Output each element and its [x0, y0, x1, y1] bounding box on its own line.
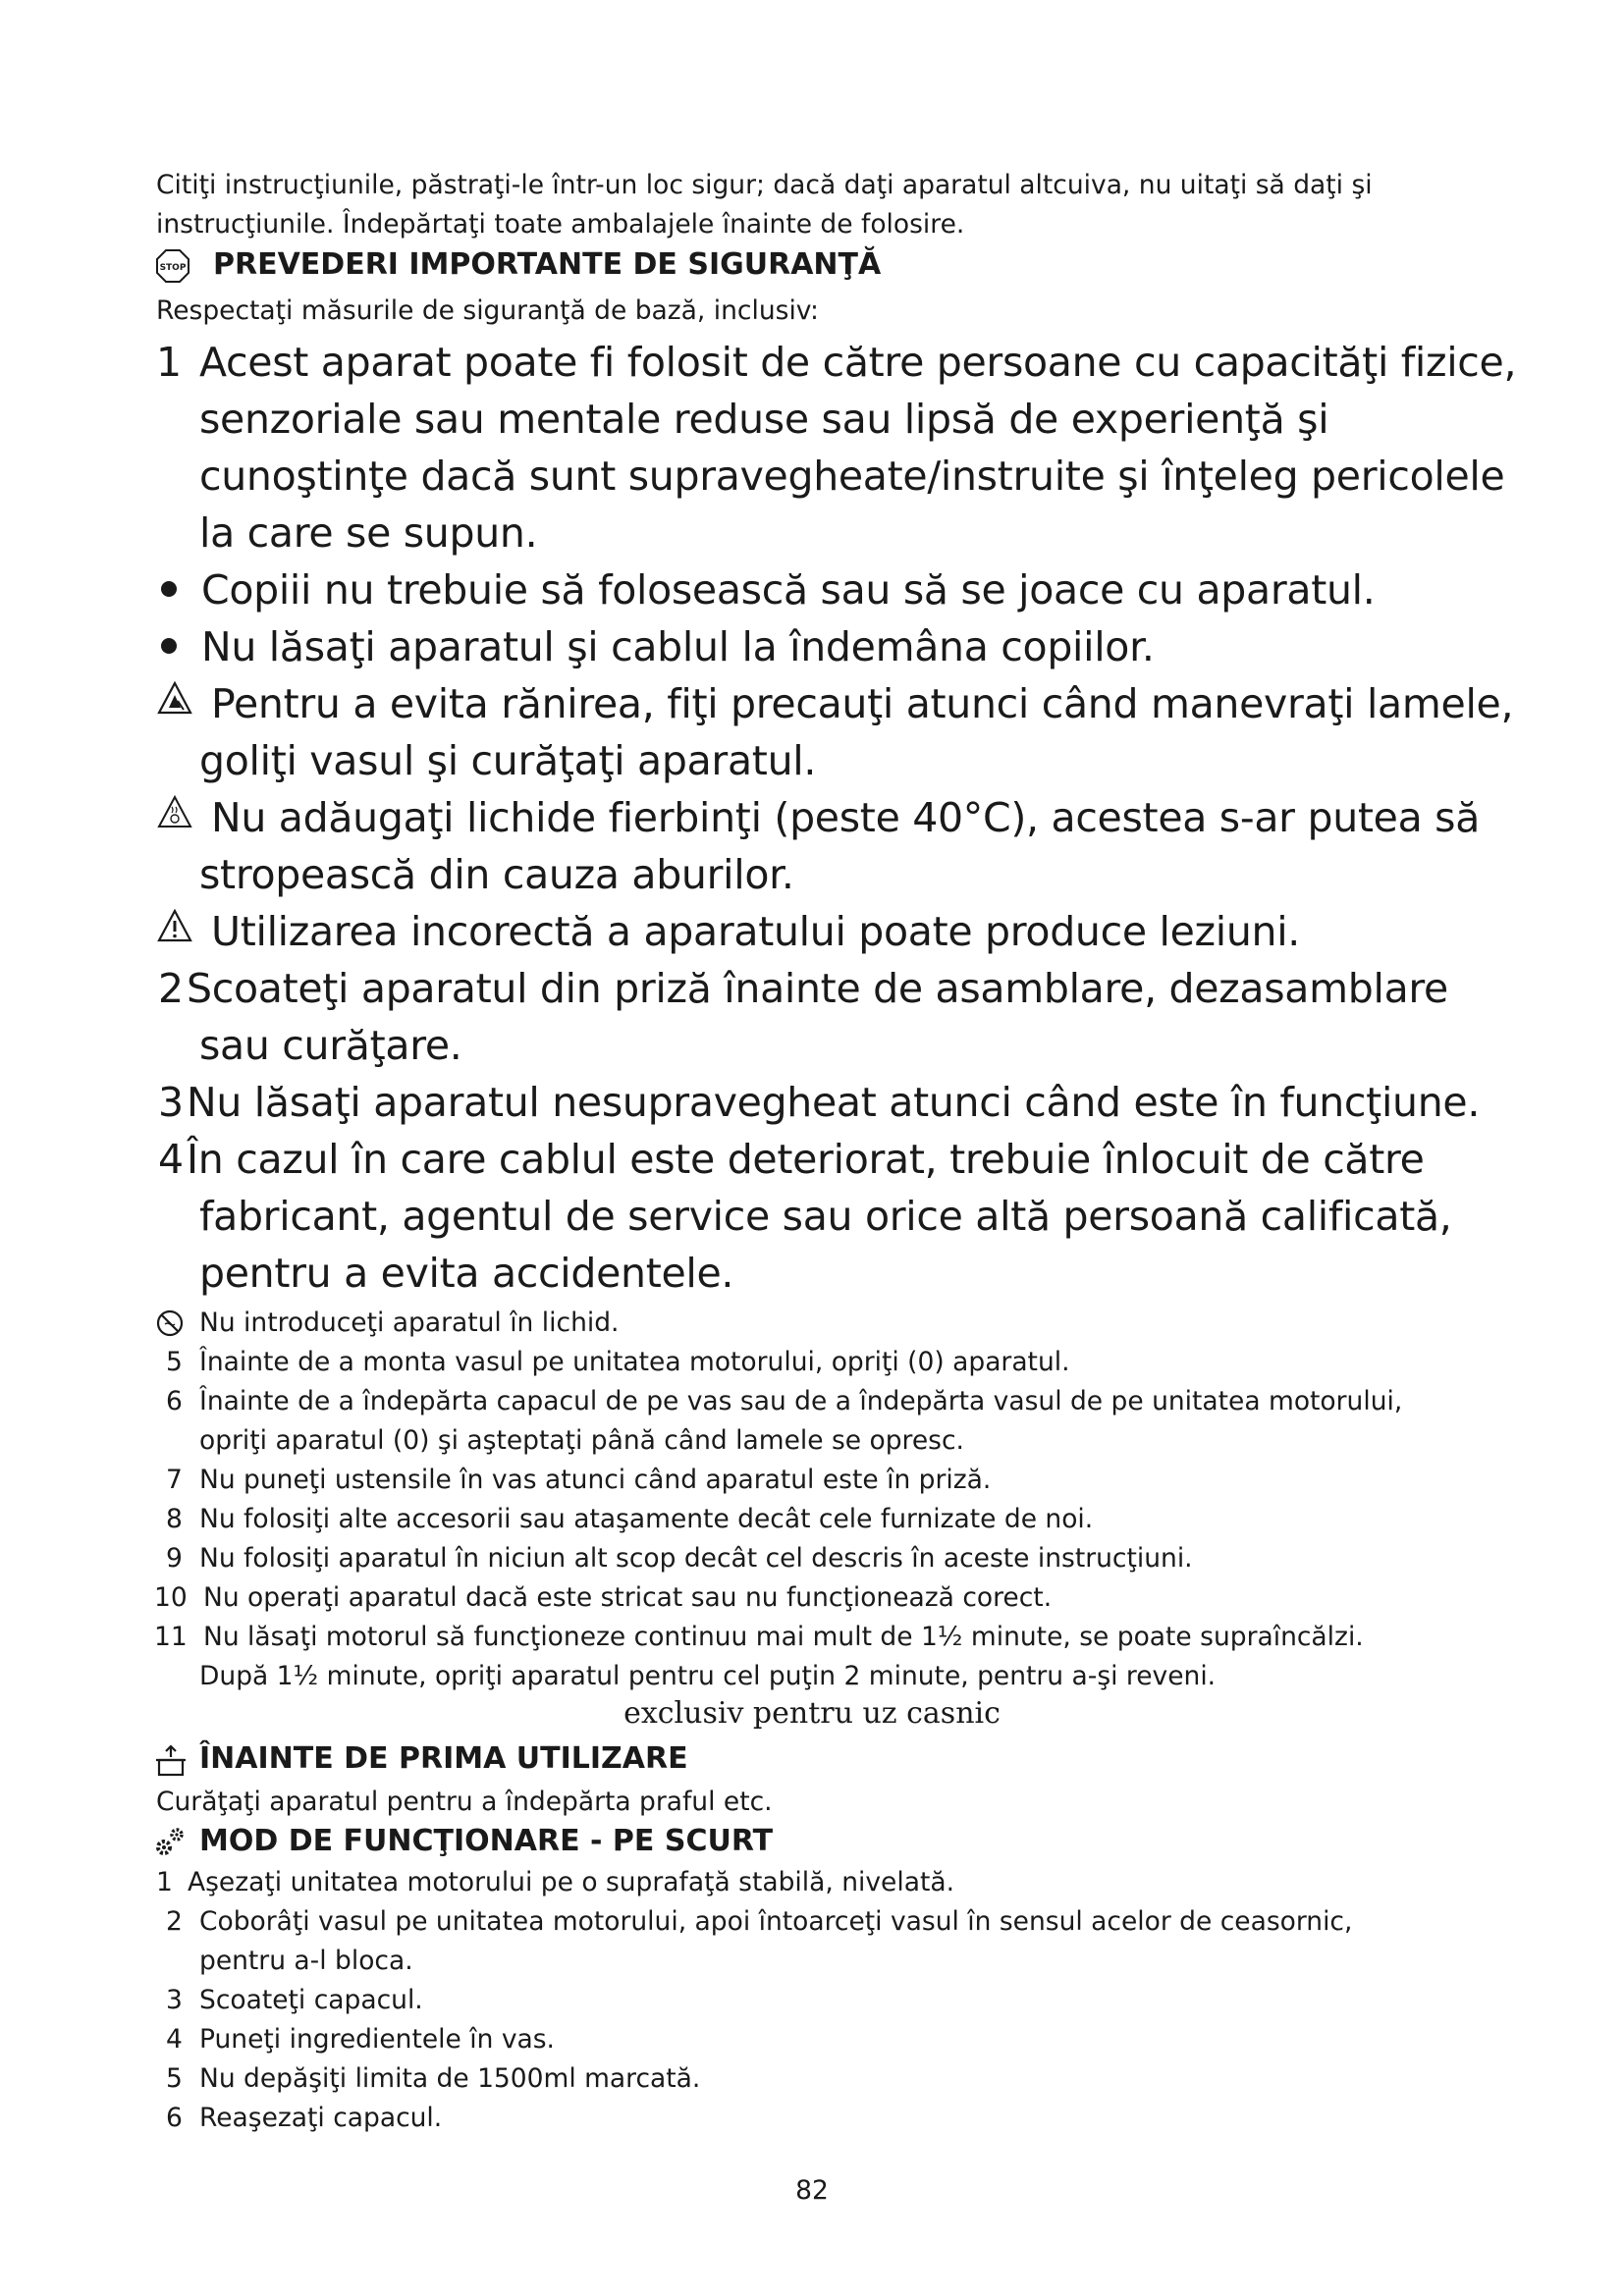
item-6-line-1: Înainte de a îndepărta capacul de pe vas sau de a îndepărta vasul de pe unitatea motorului,	[199, 1386, 1403, 1416]
blade-warning-icon	[157, 681, 192, 715]
hot-liquid-warning-line-1: Nu adăugaţi lichide fierbinţi (peste 40°C), acestea s-ar putea să	[211, 794, 1481, 841]
item-4-number: 4	[158, 1136, 184, 1183]
step-6-text: Reaşezaţi capacul.	[199, 2103, 443, 2133]
warning-icon	[157, 909, 192, 942]
item-7-number: 7	[166, 1465, 183, 1495]
stop-sign-icon	[156, 249, 189, 283]
step-1-text: Aşezaţi unitatea motorului pe o suprafaţă stabilă, nivelată.	[188, 1867, 954, 1897]
item-1-line-2: senzoriale sau mentale reduse sau lipsă de experienţă şi	[199, 396, 1329, 443]
step-4-number: 4	[166, 2024, 183, 2055]
item-2-line-1: Scoateţi aparatul din priză înainte de asamblare, dezasamblare	[187, 965, 1448, 1012]
item-3-number: 3	[158, 1079, 184, 1126]
blade-warning-line-1: Pentru a evita rănirea, fiţi precauţi atunci când manevraţi lamele,	[211, 680, 1514, 727]
before-first-use-heading: ÎNAINTE DE PRIMA UTILIZARE	[199, 1741, 688, 1776]
step-2-number: 2	[166, 1906, 183, 1937]
item-5-number: 5	[166, 1347, 183, 1377]
item-5-text: Înainte de a monta vasul pe unitatea motorului, opriţi (0) aparatul.	[199, 1347, 1070, 1377]
step-5-text: Nu depăşiţi limita de 1500ml marcată.	[199, 2063, 701, 2094]
item-6-number: 6	[166, 1386, 183, 1416]
step-3-text: Scoateţi capacul.	[199, 1985, 423, 2015]
step-2-line-2: pentru a-l bloca.	[199, 1946, 413, 1976]
unbox-icon	[154, 1743, 188, 1777]
svg-text:STOP: STOP	[159, 263, 187, 273]
hot-liquid-warning-icon	[157, 795, 192, 828]
intro-line-2: instrucţiunile. Îndepărtaţi toate ambalajele înainte de folosire.	[156, 209, 965, 240]
no-immerse-icon	[156, 1309, 184, 1337]
item-3-text: Nu lăsaţi aparatul nesupravegheat atunci când este în funcţiune.	[187, 1079, 1481, 1126]
before-first-use-text: Curăţaţi aparatul pentru a îndepărta praful etc.	[156, 1787, 773, 1817]
item-4-line-2: fabricant, agentul de service sau orice altă persoană calificată,	[199, 1193, 1452, 1240]
item-4-line-3: pentru a evita accidentele.	[199, 1250, 734, 1297]
step-5-number: 5	[166, 2063, 183, 2094]
operation-heading: MOD DE FUNCŢIONARE - PE SCURT	[199, 1824, 774, 1858]
item-11-line-2: După 1½ minute, opriţi aparatul pentru cel puţin 2 minute, pentru a-şi reveni.	[199, 1661, 1217, 1691]
intro-line-1: Citiţi instrucţiunile, păstraţi-le într-un loc sigur; dacă daţi aparatul altcuiva, nu uitaţi să daţi şi	[156, 170, 1373, 200]
step-2-line-1: Coborâţi vasul pe unitatea motorului, apoi întoarceţi vasul în sensul acelor de ceasornic,	[199, 1906, 1353, 1937]
bullet-1-text: Copiii nu trebuie să folosească sau să se joace cu aparatul.	[201, 566, 1376, 614]
item-8-number: 8	[166, 1504, 183, 1534]
item-11-number: 11	[154, 1622, 188, 1652]
item-1-line-4: la care se supun.	[199, 509, 538, 557]
safety-heading: PREVEDERI IMPORTANTE DE SIGURANŢĂ	[213, 247, 882, 282]
step-3-number: 3	[166, 1985, 183, 2015]
no-immerse-text: Nu introduceţi aparatul în lichid.	[199, 1308, 620, 1338]
page-number: 82	[795, 2175, 829, 2206]
item-2-number: 2	[158, 965, 184, 1012]
item-7-text: Nu puneţi ustensile în vas atunci când aparatul este în priză.	[199, 1465, 992, 1495]
blade-warning-line-2: goliţi vasul şi curăţaţi aparatul.	[199, 737, 817, 784]
hot-liquid-warning-line-2: stropească din cauza aburilor.	[199, 851, 794, 898]
item-1-number: 1	[156, 339, 182, 386]
item-1-line-3: cunoştinţe dacă sunt supravegheate/instruite şi înţeleg pericolele	[199, 453, 1505, 500]
item-10-number: 10	[154, 1582, 188, 1613]
item-6-line-2: opriţi aparatul (0) şi aşteptaţi până când lamele se opresc.	[199, 1425, 964, 1456]
step-4-text: Puneţi ingredientele în vas.	[199, 2024, 555, 2055]
item-8-text: Nu folosiţi alte accesorii sau ataşamente decât cele furnizate de noi.	[199, 1504, 1094, 1534]
item-9-text: Nu folosiţi aparatul în niciun alt scop decât cel descris în aceste instrucţiuni.	[199, 1543, 1193, 1574]
item-2-line-2: sau curăţare.	[199, 1022, 462, 1069]
step-6-number: 6	[166, 2103, 183, 2133]
bullet-dot-1	[160, 580, 178, 598]
bullet-dot-2	[160, 637, 178, 655]
general-warning-text: Utilizarea incorectă a aparatului poate produce leziuni.	[211, 908, 1301, 955]
item-4-line-1: În cazul în care cablul este deteriorat, trebuie înlocuit de către	[187, 1136, 1425, 1183]
safety-subheading: Respectaţi măsurile de siguranţă de bază, inclusiv:	[156, 295, 819, 326]
step-1-number: 1	[156, 1867, 173, 1897]
item-1-line-1: Acest aparat poate fi folosit de către persoane cu capacităţi fizice,	[199, 339, 1517, 386]
household-use-note: exclusiv pentru uz casnic	[623, 1696, 1001, 1731]
item-9-number: 9	[166, 1543, 183, 1574]
gears-icon	[152, 1824, 188, 1859]
item-10-text: Nu operaţi aparatul dacă este stricat sau nu funcţionează corect.	[203, 1582, 1053, 1613]
bullet-2-text: Nu lăsaţi aparatul şi cablul la îndemâna copiilor.	[201, 623, 1155, 670]
item-11-line-1: Nu lăsaţi motorul să funcţioneze continuu mai mult de 1½ minute, se poate supraîncălzi.	[203, 1622, 1364, 1652]
